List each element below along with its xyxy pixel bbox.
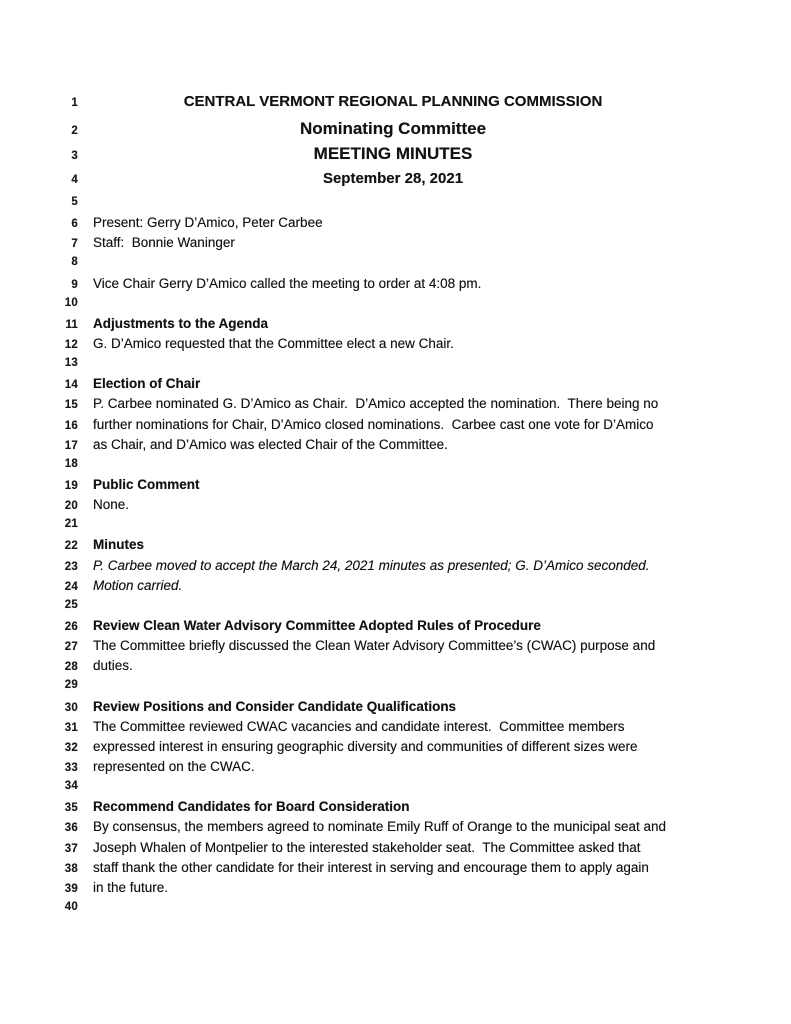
document-line xyxy=(0,418,791,438)
document-line xyxy=(0,94,791,120)
line-number: 22 xyxy=(64,540,78,553)
line-text: CENTRAL VERMONT REGIONAL PLANNING COMMISSION xyxy=(183,93,603,110)
line-number: 36 xyxy=(64,822,78,835)
document-line xyxy=(0,619,791,639)
line-text: None. xyxy=(93,497,130,513)
line-number: 5 xyxy=(71,196,78,208)
line-text: duties. xyxy=(93,658,133,674)
line-number: 33 xyxy=(64,761,78,774)
document-line xyxy=(0,679,791,699)
document-line xyxy=(0,861,791,881)
line-number: 18 xyxy=(64,457,78,470)
line-text: as Chair, and D’Amico was elected Chair of the Committee. xyxy=(93,436,448,452)
document-line xyxy=(0,841,791,861)
line-number: 26 xyxy=(64,620,78,633)
line-number: 8 xyxy=(71,256,78,269)
line-number: 12 xyxy=(64,338,78,351)
line-number: 31 xyxy=(64,721,78,734)
line-number: 1 xyxy=(71,97,78,109)
document-line xyxy=(0,236,791,256)
line-text: Recommend Candidates for Board Consideration xyxy=(93,799,410,815)
line-number: 34 xyxy=(64,780,78,793)
document-line xyxy=(0,518,791,538)
document-line xyxy=(0,538,791,558)
line-number: 39 xyxy=(64,882,78,895)
line-number: 3 xyxy=(71,150,78,162)
document-line xyxy=(0,639,791,659)
document-line xyxy=(0,599,791,619)
line-text: Vice Chair Gerry D’Amico called the meeting to order at 4:08 pm. xyxy=(93,275,482,291)
document-line xyxy=(0,397,791,417)
document-line xyxy=(0,740,791,760)
line-number: 6 xyxy=(71,218,78,231)
line-text: further nominations for Chair, D’Amico closed nominations. Carbee cast one vote for D’Amico xyxy=(93,416,654,432)
line-text: P. Carbee nominated G. D’Amico as Chair. D’Amico accepted the nomination. There being no xyxy=(93,396,659,412)
document-line xyxy=(0,659,791,679)
line-text: MEETING MINUTES xyxy=(313,144,473,163)
line-text: G. D’Amico requested that the Committee elect a new Chair. xyxy=(93,335,454,351)
line-number: 32 xyxy=(64,741,78,754)
line-number: 30 xyxy=(64,701,78,714)
line-text: Review Clean Water Advisory Committee Adopted Rules of Procedure xyxy=(93,617,541,633)
line-number: 25 xyxy=(64,598,78,611)
document-line xyxy=(0,171,791,197)
document-line xyxy=(0,559,791,579)
document-line xyxy=(0,357,791,377)
document-line xyxy=(0,317,791,337)
document-line xyxy=(0,277,791,297)
line-text: Joseph Whalen of Montpelier to the interested stakeholder seat. The Committee asked that xyxy=(93,839,641,855)
line-text: Minutes xyxy=(93,537,145,553)
line-text: The Committee reviewed CWAC vacancies and candidate interest. Committee members xyxy=(93,718,625,734)
line-text: The Committee briefly discussed the Clean Water Advisory Committee’s (CWAC) purpose and xyxy=(93,638,656,654)
line-number: 35 xyxy=(64,802,78,815)
line-text: September 28, 2021 xyxy=(322,169,464,187)
line-text: P. Carbee moved to accept the March 24, 2021 minutes as presented; G. D’Amico seconded. xyxy=(93,557,650,573)
line-number: 2 xyxy=(71,124,78,137)
line-number: 9 xyxy=(71,278,78,291)
line-number: 19 xyxy=(64,479,78,492)
document-line xyxy=(0,901,791,921)
line-text: Review Positions and Consider Candidate Qualifications xyxy=(93,698,457,714)
document-line xyxy=(0,498,791,518)
document-line xyxy=(0,780,791,800)
line-text: Nominating Committee xyxy=(299,118,487,138)
line-text: expressed interest in ensuring geographic diversity and communities of different sizes were xyxy=(93,738,638,754)
line-text: Motion carried. xyxy=(93,577,183,593)
line-number: 24 xyxy=(64,580,78,593)
document-line xyxy=(0,438,791,458)
line-number: 40 xyxy=(64,900,78,913)
line-text: Adjustments to the Agenda xyxy=(93,315,269,331)
line-text: Present: Gerry D’Amico, Peter Carbee xyxy=(93,215,323,231)
document-line xyxy=(0,458,791,478)
document-line xyxy=(0,256,791,276)
document-line xyxy=(0,337,791,357)
document-line xyxy=(0,478,791,498)
document-line xyxy=(0,760,791,780)
line-number: 11 xyxy=(65,318,78,331)
document-line xyxy=(0,579,791,599)
line-number: 27 xyxy=(64,641,78,654)
line-text: Election of Chair xyxy=(93,376,201,392)
line-number: 4 xyxy=(71,173,78,186)
line-number: 7 xyxy=(71,238,78,251)
line-number: 14 xyxy=(64,379,78,392)
line-number: 21 xyxy=(64,518,78,531)
document-line xyxy=(0,145,791,171)
line-number: 38 xyxy=(64,862,78,875)
line-number: 10 xyxy=(64,296,78,309)
document-line xyxy=(0,820,791,840)
document-line xyxy=(0,216,791,236)
line-number: 15 xyxy=(64,399,78,412)
line-number: 37 xyxy=(64,842,78,855)
document-line xyxy=(0,800,791,820)
line-number: 13 xyxy=(64,357,78,370)
line-text: in the future. xyxy=(93,879,169,895)
line-text: staff thank the other candidate for their interest in serving and encourage them to apply again xyxy=(93,859,649,875)
document-line xyxy=(0,297,791,317)
line-number: 16 xyxy=(64,419,78,432)
line-number: 20 xyxy=(64,500,78,513)
document-line xyxy=(0,881,791,901)
document-body xyxy=(0,94,791,921)
document-line xyxy=(0,700,791,720)
line-text: By consensus, the members agreed to nominate Emily Ruff of Orange to the municipal seat and xyxy=(93,819,667,835)
line-text: Staff: Bonnie Waninger xyxy=(93,235,235,251)
document-line xyxy=(0,196,791,216)
document-line xyxy=(0,120,791,146)
document-line xyxy=(0,720,791,740)
line-text: represented on the CWAC. xyxy=(93,758,255,774)
line-number: 28 xyxy=(64,661,78,674)
line-number: 23 xyxy=(64,560,78,573)
line-number: 17 xyxy=(64,439,78,452)
line-text: Public Comment xyxy=(93,476,200,492)
line-number: 29 xyxy=(64,679,78,692)
document-line xyxy=(0,377,791,397)
